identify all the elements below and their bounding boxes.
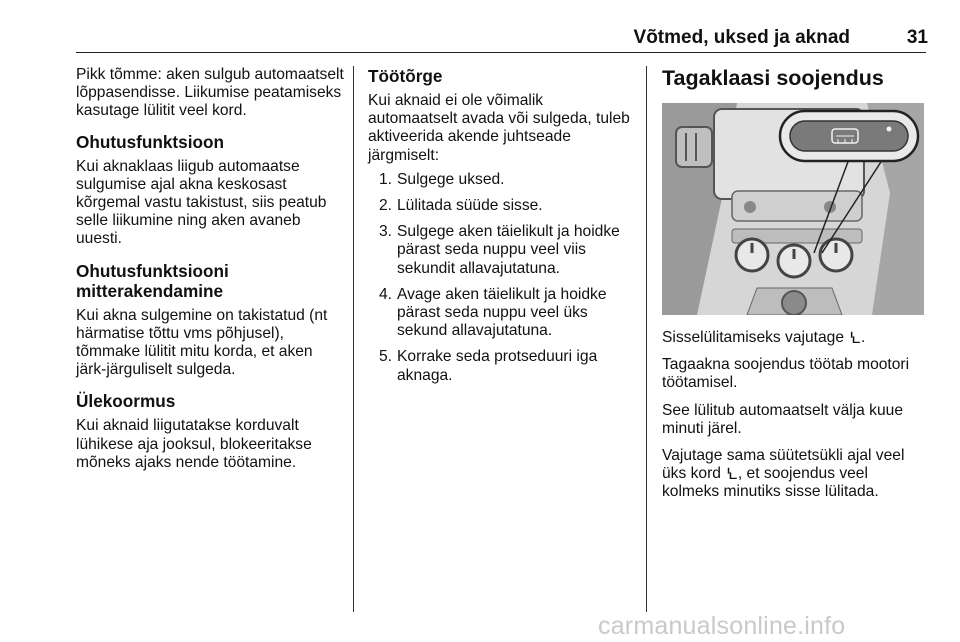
auto-off-paragraph: See lülitub automaatselt välja kuue minuti järel. (662, 401, 903, 437)
step-number: 2. (378, 197, 392, 215)
heading-malfunction: Töötõrge (368, 66, 443, 86)
safety-paragraph: Kui aknaklaas liigub automaatse sulgumise ajal akna keskosast kõrgemal vastu takistust, siis peatub selle liikumine ning aken avaneb uuesti. (76, 157, 327, 248)
page-number: 31 (906, 27, 928, 48)
header-rule (76, 52, 926, 53)
dashboard-drawing (662, 103, 924, 315)
press-again-text: Vajutage sama süütetsükli ajal veel üks kord (662, 447, 905, 483)
step-item (368, 348, 636, 384)
column-1 (76, 66, 346, 481)
step-item (368, 171, 636, 189)
watermark: carmanualsonline.info (598, 612, 846, 640)
switch-on-suffix: . (860, 329, 866, 346)
column-divider-2 (646, 66, 647, 612)
step-item (368, 223, 636, 278)
heading-rear-window-heating: Tagaklaasi soojendus (662, 66, 884, 90)
press-again-suffix: , et soojendus veel kolmeks minutiks sisse lülitada. (662, 465, 879, 501)
step-item (368, 286, 636, 341)
override-paragraph: Kui akna sulgemine on takistatud (nt härmatise tõttu vms põhjusel), tõmmake lülitit mitu korda, et aken järk-järguliselt sulgeda. (76, 306, 328, 379)
heading-safety-function: Ohutusfunktsioon (76, 131, 224, 152)
engine-paragraph: Tagaakna soojendus töötab mootori töötamisel. (662, 356, 910, 392)
heading-override-safety: Ohutusfunktsiooni mitterakendamine (76, 260, 229, 301)
column-divider-1 (353, 66, 354, 612)
press-again-paragraph (662, 447, 928, 502)
heading-overload: Ülekoormus (76, 391, 176, 412)
dashboard-illustration (662, 103, 924, 315)
step-text: Avage aken täielikult ja hoidke pärast seda nuppu veel üks sekund allavajutatuna. (397, 285, 607, 340)
step-number: 1. (378, 170, 392, 188)
step-number: 4. (378, 285, 392, 303)
malfunction-intro: Kui aknaid ei ole võimalik automaatselt avada või sulgeda, tuleb aktiveerida akende juhtseade järgmiselt: (368, 92, 630, 164)
switch-on-paragraph (662, 329, 928, 347)
step-number: 3. (378, 223, 392, 241)
procedure-steps (368, 171, 636, 385)
column-3 (662, 66, 928, 511)
step-text: Sulgege uksed. (397, 170, 505, 188)
switch-on-text: Sisselülitamiseks vajutage (662, 329, 845, 346)
rear-defog-icon: Ꝇ (849, 330, 860, 347)
step-text: Sulgege aken täielikult ja hoidke pärast seda nuppu veel viis sekundit allavajutatuna. (397, 223, 620, 277)
rear-defog-icon: Ꝇ (726, 466, 737, 484)
step-text: Korrake seda protseduuri iga aknaga. (397, 348, 598, 384)
page-header-title: Võtmed, uksed ja aknad (633, 27, 850, 48)
step-number: 5. (378, 348, 392, 366)
intro-paragraph: Pikk tõmme: aken sulgub automaatselt lõppasendisse. Liikumise peatamiseks kasutage lülitit veel kord. (76, 66, 344, 120)
overload-paragraph: Kui aknaid liigutatakse korduvalt lühikese aja jooksul, blokeeritakse mõneks ajaks nende töötamine. (76, 417, 312, 471)
column-2 (368, 66, 636, 393)
step-item (368, 197, 636, 215)
step-text: Lülitada süüde sisse. (397, 197, 543, 215)
